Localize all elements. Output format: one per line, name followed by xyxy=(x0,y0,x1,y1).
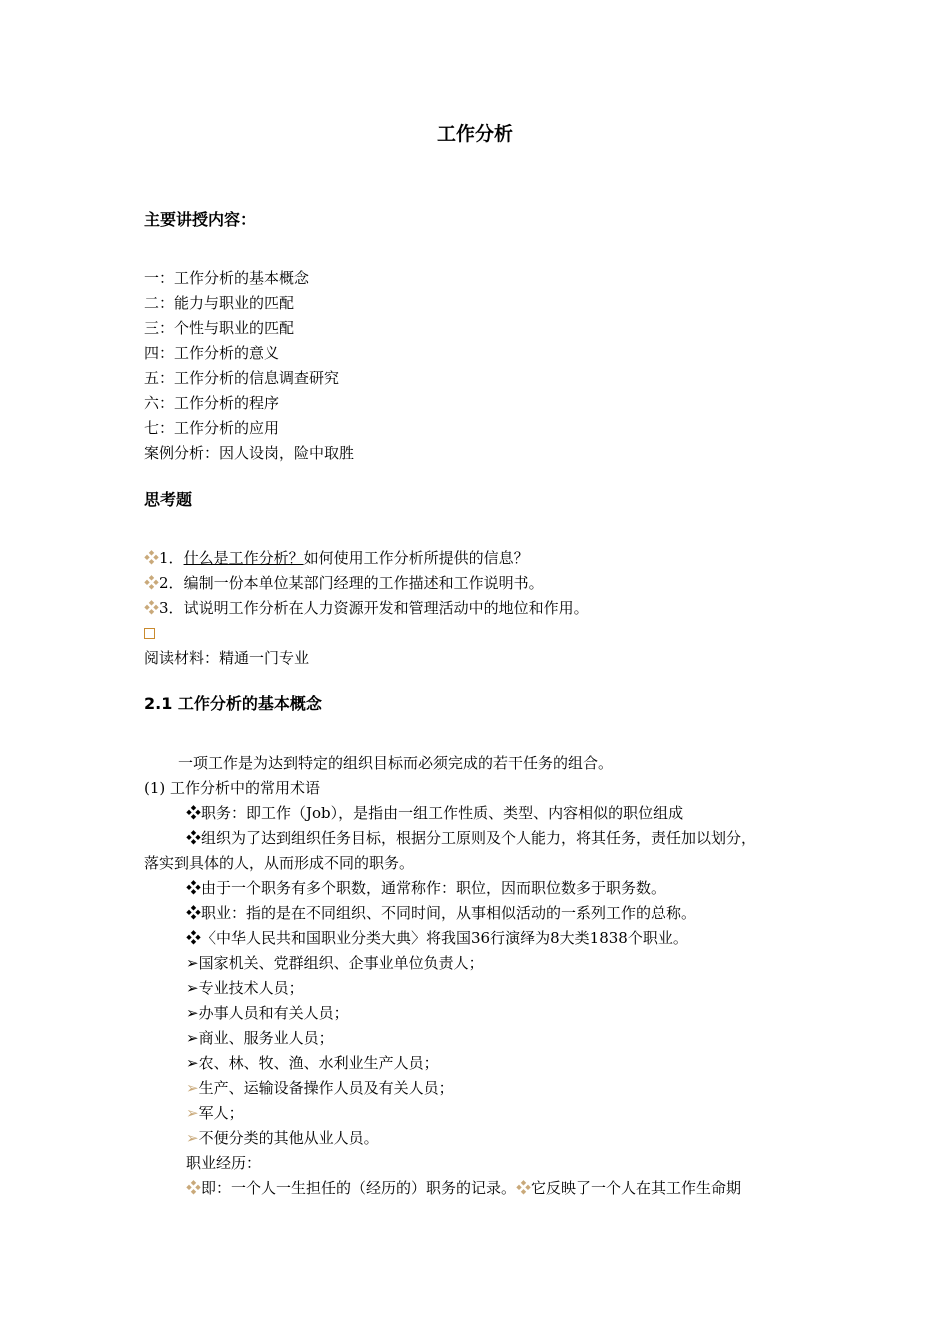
category-item: ➢商业、服务业人员； xyxy=(186,1029,334,1047)
diamond-bullet-icon: ❖ xyxy=(186,879,202,897)
career-paragraph: ❖即：一个人一生担任的（经历的）职务的记录。❖它反映了一个人在其工作生命期 xyxy=(186,1179,742,1197)
term-item: ❖职业：指的是在不同组织、不同时间，从事相似活动的一系列工作的总称。 xyxy=(186,904,697,922)
diamond-bullet-icon: ❖ xyxy=(186,929,202,947)
diamond-bullet-icon: ❖ xyxy=(144,599,160,617)
outline-item: 四：工作分析的意义 xyxy=(144,344,280,362)
section-heading: 2.1 工作分析的基本概念 xyxy=(144,694,322,713)
diamond-bullet-icon: ❖ xyxy=(186,804,202,822)
term-item: ❖由于一个职务有多个职数，通常称作：职位，因而职位数多于职务数。 xyxy=(186,879,667,897)
terms-heading: (1) 工作分析中的常用术语 xyxy=(144,779,321,797)
questions-heading: 思考题 xyxy=(144,490,193,509)
category-item: ➢国家机关、党群组织、企事业单位负责人； xyxy=(186,954,484,972)
page-title: 工作分析 xyxy=(436,123,513,145)
question-item: ❖1．什么是工作分析？如何使用工作分析所提供的信息？ xyxy=(144,549,529,567)
reading-material: 阅读材料：精通一门专业 xyxy=(144,649,310,667)
outline-item: 七：工作分析的应用 xyxy=(144,419,280,437)
arrow-bullet-icon: ➢ xyxy=(186,1054,199,1072)
arrow-bullet-icon: ➢ xyxy=(186,1104,199,1122)
diamond-bullet-icon: ❖ xyxy=(186,904,202,922)
question-item: ❖2．编制一份本单位某部门经理的工作描述和工作说明书。 xyxy=(144,574,544,592)
outline-item: 二：能力与职业的匹配 xyxy=(144,294,295,312)
term-item: ❖组织为了达到组织任务目标，根据分工原则及个人能力，将其任务，责任加以划分， xyxy=(186,829,757,847)
term-item: ❖职务：即工作（Job），是指由一组工作性质、类型、内容相似的职位组成 xyxy=(186,804,684,822)
arrow-bullet-icon: ➢ xyxy=(186,1079,199,1097)
question-underlined: 什么是工作分析？ xyxy=(183,549,304,567)
arrow-bullet-icon: ➢ xyxy=(186,1004,199,1022)
diamond-bullet-icon: ❖ xyxy=(144,574,160,592)
arrow-bullet-icon: ➢ xyxy=(186,1029,199,1047)
category-item: ➢办事人员和有关人员； xyxy=(186,1004,349,1022)
term-item: ❖〈中华人民共和国职业分类大典〉将我国36行演绎为8大类1838个职业。 xyxy=(186,929,688,947)
outline-heading: 主要讲授内容： xyxy=(144,210,257,229)
outline-item: 一：工作分析的基本概念 xyxy=(144,269,310,287)
checkbox-square-icon xyxy=(144,623,155,643)
arrow-bullet-icon: ➢ xyxy=(186,1129,199,1147)
category-item: ➢军人； xyxy=(186,1104,244,1122)
category-item: ➢专业技术人员； xyxy=(186,979,304,997)
outline-item: 三：个性与职业的匹配 xyxy=(144,319,295,337)
outline-item: 六：工作分析的程序 xyxy=(144,394,280,412)
diamond-bullet-icon: ❖ xyxy=(144,549,160,567)
arrow-bullet-icon: ➢ xyxy=(186,979,199,997)
diamond-bullet-icon: ❖ xyxy=(516,1179,532,1197)
career-heading: 职业经历： xyxy=(186,1154,262,1172)
category-item: ➢生产、运输设备操作人员及有关人员； xyxy=(186,1079,454,1097)
category-item: ➢不便分类的其他从业人员。 xyxy=(186,1129,379,1147)
term-item-continuation: 落实到具体的人，从而形成不同的职务。 xyxy=(144,854,415,872)
diamond-bullet-icon: ❖ xyxy=(186,1179,202,1197)
outline-item: 五：工作分析的信息调查研究 xyxy=(144,369,340,387)
arrow-bullet-icon: ➢ xyxy=(186,954,199,972)
question-item: ❖3．试说明工作分析在人力资源开发和管理活动中的地位和作用。 xyxy=(144,599,589,617)
diamond-bullet-icon: ❖ xyxy=(186,829,202,847)
intro-paragraph: 一项工作是为达到特定的组织目标而必须完成的若干任务的组合。 xyxy=(178,754,614,772)
category-item: ➢农、林、牧、渔、水利业生产人员； xyxy=(186,1054,439,1072)
outline-item: 案例分析：因人设岗，险中取胜 xyxy=(144,444,355,462)
